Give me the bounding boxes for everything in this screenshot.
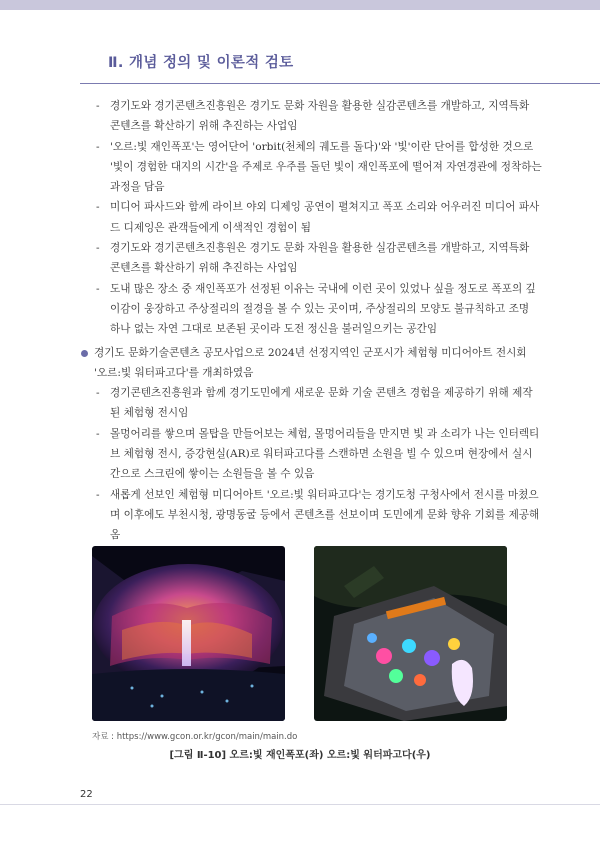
list-item — [80, 238, 542, 279]
dash-marker: - — [96, 427, 100, 440]
dash-marker: - — [96, 282, 100, 295]
list-item — [80, 279, 542, 340]
dash-marker: - — [96, 140, 100, 153]
list-item-text: 미디어 파사드와 함께 라이브 야외 디제잉 공연이 펼쳐지고 폭포 소리와 어우러진 미디어 파사드 디제잉은 관객들에게 이색적인 경험이 됨 — [110, 201, 540, 234]
figure-source: 자료 : https://www.gcon.or.kr/gcon/main/main.do — [92, 732, 298, 742]
list-item — [80, 137, 542, 198]
figure-caption: [그림 Ⅱ-10] 오르:빛 재인폭포(좌) 오르:빛 워터파고다(우) — [169, 750, 431, 761]
list-item-text: 경기콘텐츠진흥원과 함께 경기도민에게 새로운 문화 기술 콘텐츠 경험을 제공하기 위해 제작된 체험형 전시임 — [110, 387, 533, 420]
list-item-text: 새롭게 선보인 체험형 미디어아트 '오르:빛 워터파고다'는 경기도청 구청사에서 전시를 마쳤으며 이후에도 부천시청, 광명동굴 등에서 콘텐츠를 선보이며 도민에게 문화 향유 기회를 제공해옴 — [110, 488, 540, 542]
dash-marker: - — [96, 242, 100, 255]
photo-orbit-waterfall — [92, 546, 285, 721]
photo-orbit-water-pagoda — [314, 546, 507, 721]
list-item-text: 경기도와 경기콘텐츠진흥원은 경기도 문화 자원을 활용한 실감콘텐츠를 개발하고, 지역특화 콘텐츠를 확산하기 위해 추진하는 사업임 — [110, 242, 530, 275]
dash-marker: - — [96, 488, 100, 501]
bullet-item — [80, 343, 542, 384]
header-rule — [80, 83, 600, 84]
list-item — [80, 424, 542, 485]
list-item — [80, 383, 542, 424]
section-title: Ⅱ. 개념 정의 및 이론적 검토 — [108, 55, 294, 71]
list-item-text: 몰멍어리를 쌓으며 몰탑을 만들어보는 체험, 몰멍어리들을 만지면 빛 과 소리가 나는 인터렉티브 체험형 전시, 증강현실(AR)로 워터파고다를 스캔하면 소원을 빌 수 있으며 현장에서 실시간으로 스크린에 쌓이는 소원들을 볼 수 있음 — [110, 427, 540, 481]
dash-marker: - — [96, 201, 100, 214]
list-item-text: 경기도와 경기콘텐츠진흥원은 경기도 문화 자원을 활용한 실감콘텐츠를 개발하고, 지역특화 콘텐츠를 확산하기 위해 추진하는 사업임 — [110, 100, 530, 133]
list-item — [80, 485, 542, 546]
header-band — [0, 0, 600, 10]
list-item — [80, 197, 542, 238]
dash-marker: - — [96, 100, 100, 112]
page-header — [0, 0, 600, 84]
page-number: 22 — [80, 789, 93, 800]
list-item-text: 도내 많은 장소 중 재인폭포가 선정된 이유는 국내에 이런 곳이 있었나 싶을 정도로 폭포의 깊이감이 웅장하고 주상절리의 절경을 볼 수 있는 곳이며, 주상절리의 모양도 불규칙하고 조명 하나 없는 자연 그대로 보존된 곳이라 도전 정신을 불러일으키는 공간임 — [110, 282, 536, 336]
list-item-text: '오르:빛 재인폭포'는 영어단어 'orbit(천체의 궤도를 돌다)'와 '빛'이란 단어를 합성한 것으로 '빛이 경험한 대지의 시간'을 주제로 우주를 돌던 빛이 재인폭포에 떨어져 자연경관에 정착하는 과정을 담음 — [110, 140, 542, 194]
dash-marker: - — [96, 387, 100, 400]
list-item — [80, 96, 542, 137]
bullet-text: 경기도 문화기술콘텐츠 공모사업으로 2024년 선정지역인 군포시가 체험형 미디어아트 전시회 '오르:빛 워터파고다'를 개최하였음 — [94, 346, 527, 379]
bullet-dot — [81, 350, 88, 357]
footer-rule — [0, 804, 600, 805]
body-text — [80, 96, 542, 546]
